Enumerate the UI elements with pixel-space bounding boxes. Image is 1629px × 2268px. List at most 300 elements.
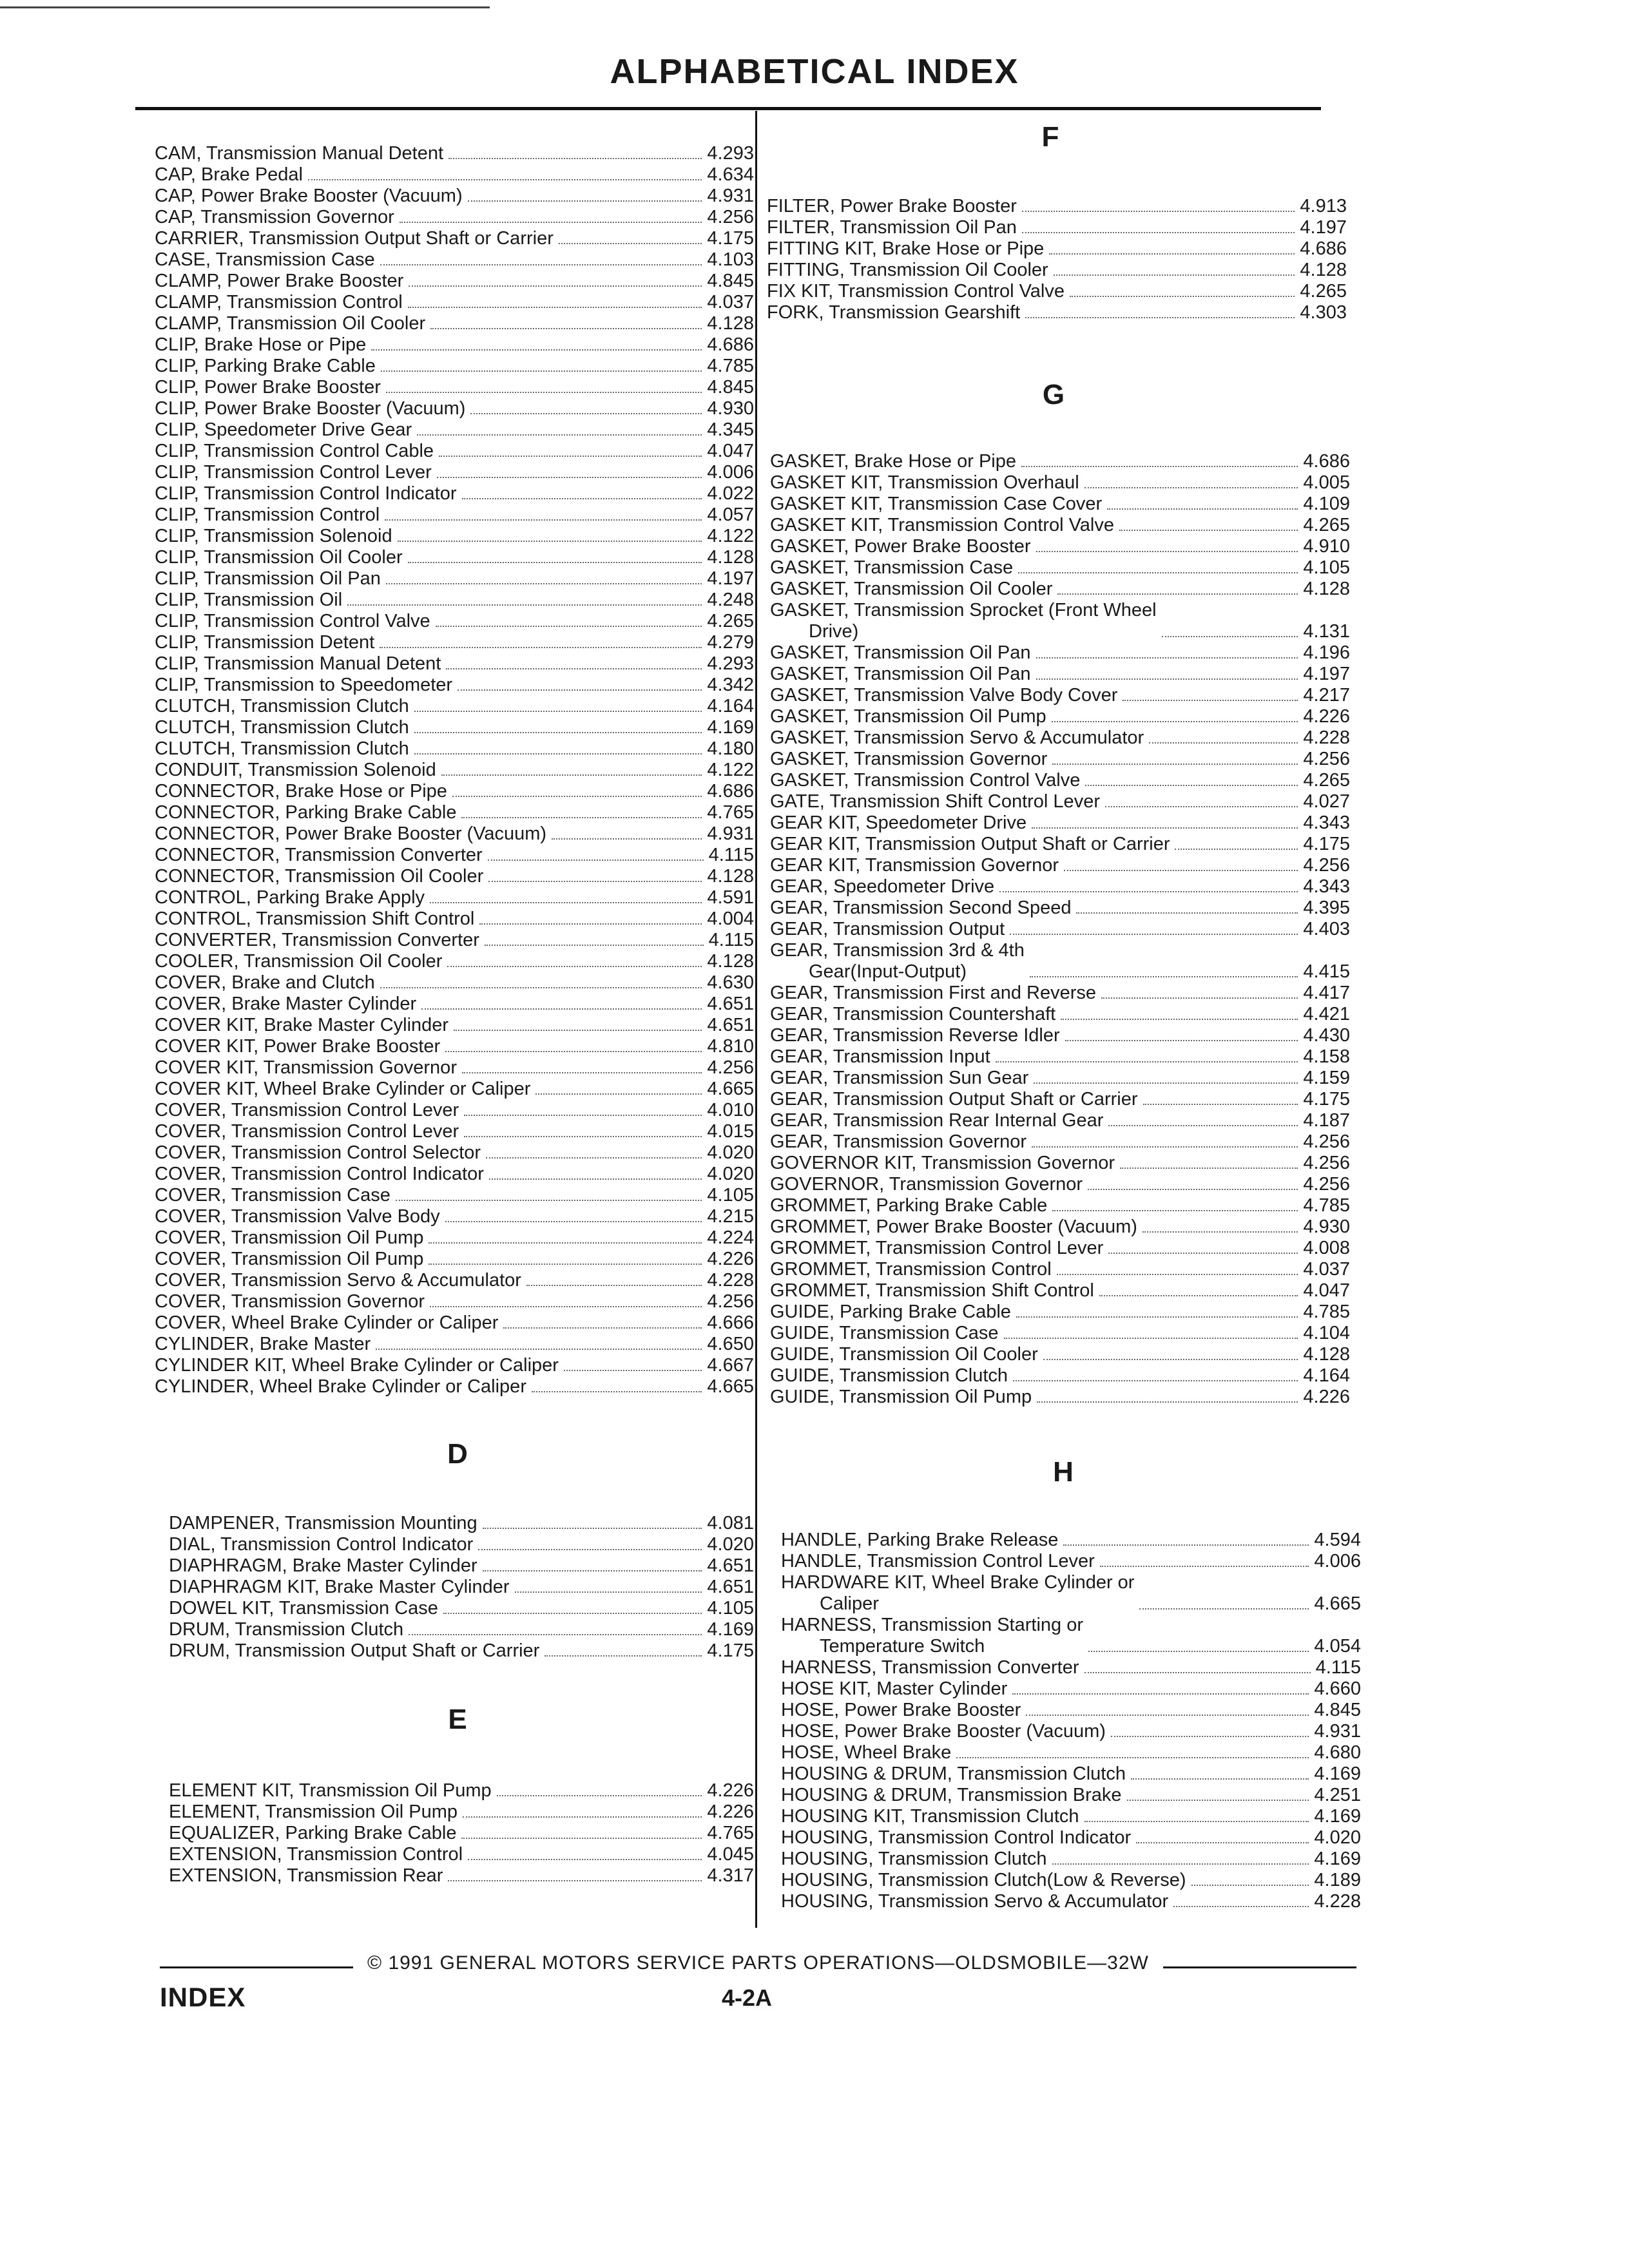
entry-page-number: 4.020	[1314, 1827, 1361, 1848]
dot-leader	[1084, 486, 1298, 488]
dot-leader	[1032, 1146, 1298, 1148]
dot-leader	[437, 476, 702, 478]
entry-page-number: 4.109	[1303, 494, 1350, 514]
dot-leader	[470, 412, 702, 414]
dot-leader	[1049, 253, 1295, 255]
index-entry	[155, 1291, 754, 1312]
index-entry	[155, 1312, 754, 1334]
index-entry	[155, 249, 754, 271]
index-entry	[767, 260, 1347, 281]
entry-label	[155, 186, 463, 207]
index-entry	[770, 876, 1350, 898]
entry-page-number: 4.020	[707, 1534, 754, 1555]
entry-label	[155, 866, 483, 887]
section-e-list	[169, 1780, 754, 1887]
entry-description: CYLINDER, Wheel Brake Cylinder or Caliper	[155, 1376, 526, 1397]
entry-description: GEAR, Transmission Output Shaft or Carrier	[770, 1089, 1138, 1110]
entry-description-continued: Gear(Input-Output)	[809, 961, 967, 982]
section-f-list	[767, 196, 1347, 323]
dot-leader	[1085, 784, 1298, 786]
entry-page-number: 4.256	[1303, 1131, 1350, 1152]
entry-label	[770, 706, 1046, 727]
dot-leader	[445, 1220, 702, 1222]
entry-description: HOUSING KIT, Transmission Clutch	[781, 1806, 1079, 1827]
entry-page-number: 4.913	[1300, 196, 1347, 216]
dot-leader	[1064, 869, 1298, 871]
entry-page-number: 4.417	[1303, 983, 1350, 1003]
dot-leader	[468, 1858, 702, 1860]
entry-page-number: 4.395	[1303, 898, 1350, 918]
index-entry	[169, 1619, 754, 1640]
entry-page-number: 4.845	[707, 377, 754, 398]
entry-page-number: 4.006	[1314, 1551, 1361, 1571]
entry-description: GASKET, Brake Hose or Pipe	[770, 451, 1016, 472]
dot-leader	[956, 1756, 1309, 1758]
index-entry	[169, 1640, 754, 1662]
entry-page-number: 4.265	[1300, 281, 1347, 302]
entry-label	[155, 419, 412, 441]
dot-leader	[1120, 1167, 1298, 1169]
index-entry	[781, 1678, 1361, 1700]
entry-page-number: 4.226	[707, 1780, 754, 1801]
entry-description: GEAR, Transmission Countershaft	[770, 1004, 1056, 1024]
entry-label	[155, 377, 381, 398]
entry-label	[169, 1619, 403, 1640]
index-entry	[770, 579, 1350, 600]
entry-page-number: 4.047	[707, 441, 754, 461]
entry-page-number: 4.169	[707, 717, 754, 738]
index-entry	[169, 1823, 754, 1844]
entry-page-number: 4.197	[1300, 217, 1347, 238]
dot-leader	[1084, 1671, 1311, 1673]
entry-label	[781, 1551, 1095, 1572]
entry-label	[770, 557, 1013, 579]
dot-leader	[1021, 465, 1298, 467]
entry-page-number: 4.187	[1303, 1110, 1350, 1131]
entry-description: HOSE, Power Brake Booster	[781, 1700, 1021, 1720]
dot-leader	[436, 625, 702, 627]
dot-leader	[1143, 1103, 1298, 1105]
index-entry	[155, 1206, 754, 1227]
entry-label	[781, 1806, 1079, 1827]
entry-description: GOVERNOR, Transmission Governor	[770, 1174, 1083, 1195]
entry-description: GEAR, Transmission 3rd & 4th	[770, 940, 1025, 961]
index-entry	[770, 1302, 1350, 1323]
dot-leader	[1063, 1544, 1309, 1546]
entry-label	[155, 951, 442, 972]
dot-leader	[1070, 295, 1295, 297]
entry-page-number: 4.115	[1315, 1657, 1361, 1678]
entry-label	[770, 1302, 1011, 1323]
entry-description: HOSE KIT, Master Cylinder	[781, 1678, 1008, 1699]
entry-description: GUIDE, Transmission Clutch	[770, 1365, 1008, 1386]
index-entry	[155, 845, 754, 866]
entry-description: CONTROL, Transmission Shift Control	[155, 908, 475, 929]
dot-leader	[1173, 1905, 1309, 1907]
entry-description: CAP, Brake Pedal	[155, 164, 303, 185]
entry-label	[155, 547, 403, 568]
dot-leader	[488, 859, 704, 861]
entry-label	[770, 1195, 1047, 1216]
dot-leader	[1101, 997, 1298, 999]
entry-page-number: 4.008	[1303, 1238, 1350, 1258]
index-entry	[155, 143, 754, 164]
entry-page-number: 4.665	[707, 1376, 754, 1397]
entry-description: CLIP, Transmission Control Valve	[155, 611, 430, 631]
dot-leader	[559, 242, 702, 244]
dot-leader	[398, 540, 702, 542]
entry-page-number: 4.845	[707, 271, 754, 291]
index-entry	[155, 972, 754, 994]
entry-page-number: 4.128	[707, 951, 754, 972]
entry-description: CAM, Transmission Manual Detent	[155, 143, 444, 164]
entry-label	[155, 1270, 521, 1291]
index-entry	[155, 590, 754, 611]
entry-page-number: 4.651	[707, 1015, 754, 1035]
entry-page-number: 4.128	[707, 547, 754, 568]
index-entry	[770, 749, 1350, 770]
entry-page-number: 4.785	[1303, 1195, 1350, 1216]
entry-label	[169, 1844, 463, 1865]
entry-description: GASKET, Transmission Control Valve	[770, 770, 1081, 791]
entry-page-number: 4.317	[707, 1865, 754, 1886]
dot-leader	[497, 1794, 702, 1796]
section-g-list	[770, 451, 1350, 1408]
entry-description: HARNESS, Transmission Converter	[781, 1657, 1079, 1678]
dot-leader	[1107, 508, 1298, 510]
entry-page-number: 4.015	[707, 1121, 754, 1142]
index-entry	[781, 1849, 1361, 1870]
entry-description: CONNECTOR, Power Brake Booster (Vacuum)	[155, 823, 547, 844]
dot-leader	[1025, 316, 1295, 318]
entry-page-number: 4.810	[707, 1036, 754, 1057]
entry-label	[155, 1079, 530, 1100]
dot-leader	[1043, 1358, 1298, 1360]
index-entry	[155, 930, 754, 951]
entry-description: GASKET, Transmission Oil Pan	[770, 664, 1031, 684]
dot-leader	[999, 890, 1298, 892]
entry-label	[155, 313, 425, 334]
entry-page-number: 4.251	[1314, 1785, 1361, 1805]
entry-description: GROMMET, Power Brake Booster (Vacuum)	[770, 1216, 1137, 1237]
entry-description: HOSE, Power Brake Booster (Vacuum)	[781, 1721, 1106, 1742]
entry-page-number: 4.010	[707, 1100, 754, 1120]
dot-leader	[532, 1390, 702, 1392]
index-entry	[770, 451, 1350, 472]
index-entry	[781, 1551, 1361, 1572]
index-entry	[155, 1270, 754, 1291]
index-entry	[155, 377, 754, 398]
entry-page-number: 4.226	[707, 1249, 754, 1269]
entry-page-number: 4.256	[707, 1057, 754, 1078]
entry-description: CLAMP, Transmission Control	[155, 292, 403, 312]
index-entry	[155, 1015, 754, 1036]
dot-leader	[452, 795, 702, 797]
index-entry	[770, 919, 1350, 940]
entry-label	[155, 334, 366, 356]
entry-description: CLIP, Transmission Control Cable	[155, 441, 434, 461]
dot-leader	[1030, 975, 1298, 977]
index-entry	[770, 494, 1350, 515]
entry-page-number: 4.765	[707, 1823, 754, 1843]
index-entry	[770, 940, 1350, 983]
entry-description: GASKET, Transmission Governor	[770, 749, 1048, 769]
entry-page-number: 4.169	[707, 1619, 754, 1640]
entry-label	[155, 823, 546, 845]
entry-label	[770, 1110, 1103, 1131]
entry-page-number: 4.931	[707, 186, 754, 206]
dot-leader	[545, 1655, 702, 1657]
entry-label	[155, 1206, 440, 1227]
entry-description: GASKET, Transmission Oil Pump	[770, 706, 1046, 727]
index-entry	[155, 164, 754, 186]
dot-leader	[429, 1242, 702, 1244]
entry-page-number: 4.128	[1303, 579, 1350, 599]
dot-leader	[439, 455, 702, 457]
index-entry	[770, 472, 1350, 494]
dot-leader	[417, 434, 702, 436]
entry-page-number: 4.020	[707, 1142, 754, 1163]
dot-leader	[485, 944, 704, 946]
entry-description: GEAR, Speedometer Drive	[770, 876, 995, 897]
entry-label	[767, 217, 1017, 238]
dot-leader	[1076, 912, 1298, 914]
entry-label	[155, 292, 403, 313]
entry-label	[770, 770, 1080, 791]
index-entry	[155, 186, 754, 207]
section-letter-d: D	[447, 1438, 468, 1470]
page-title: ALPHABETICAL INDEX	[610, 52, 1019, 91]
dot-leader	[1022, 210, 1295, 212]
entry-description: CARRIER, Transmission Output Shaft or Carrier	[155, 228, 554, 249]
index-entry	[155, 760, 754, 781]
title-rule	[135, 107, 1321, 110]
entry-description: DRUM, Transmission Clutch	[169, 1619, 404, 1640]
entry-description: COVER, Brake Master Cylinder	[155, 994, 417, 1014]
index-entry	[781, 1891, 1361, 1912]
dot-leader	[458, 689, 702, 691]
entry-page-number: 4.115	[708, 845, 754, 865]
entry-page-number: 4.415	[1303, 961, 1350, 982]
dot-leader	[1105, 805, 1298, 807]
entry-label	[155, 632, 374, 653]
entry-label	[155, 887, 425, 908]
entry-page-number: 4.765	[707, 802, 754, 823]
index-entry	[770, 1323, 1350, 1344]
entry-page-number: 4.591	[707, 887, 754, 908]
entry-page-number: 4.105	[707, 1185, 754, 1206]
entry-label	[770, 1089, 1138, 1110]
entry-description: DAMPENER, Transmission Mounting	[169, 1513, 477, 1533]
index-entry	[770, 642, 1350, 664]
dot-leader	[996, 1061, 1298, 1062]
entry-label	[770, 1025, 1060, 1046]
dot-leader	[1088, 1188, 1298, 1190]
dot-leader	[1108, 1252, 1298, 1254]
entry-label	[169, 1513, 477, 1534]
index-entry	[781, 1806, 1361, 1827]
dot-leader	[1036, 550, 1298, 552]
entry-label	[770, 600, 1157, 642]
index-entry	[770, 791, 1350, 812]
dot-leader	[1036, 657, 1298, 658]
entry-page-number: 4.651	[707, 994, 754, 1014]
entry-page-number: 4.910	[1303, 536, 1350, 557]
entry-page-number: 4.931	[707, 823, 754, 844]
entry-page-number: 4.342	[707, 675, 754, 695]
entry-page-number: 4.175	[1303, 834, 1350, 854]
entry-description: HANDLE, Parking Brake Release	[781, 1530, 1059, 1550]
dot-leader	[464, 1135, 702, 1137]
dot-leader	[463, 1816, 702, 1818]
dot-leader	[461, 816, 702, 818]
index-entry	[770, 664, 1350, 685]
entry-page-number: 4.686	[707, 781, 754, 802]
entry-label	[770, 1280, 1094, 1302]
entry-page-number: 4.256	[1303, 1153, 1350, 1173]
entry-label	[155, 207, 394, 228]
dot-leader	[408, 561, 702, 563]
index-entry	[781, 1700, 1361, 1721]
entry-page-number: 4.169	[1314, 1763, 1361, 1784]
entry-page-number: 4.665	[707, 1079, 754, 1099]
entry-page-number: 4.228	[1314, 1891, 1361, 1912]
entry-label	[770, 472, 1079, 494]
entry-label	[781, 1742, 951, 1763]
entry-page-number: 4.930	[1303, 1216, 1350, 1237]
index-entry	[770, 1216, 1350, 1238]
entry-page-number: 4.785	[707, 356, 754, 376]
dot-leader	[430, 901, 702, 903]
entry-description: GUIDE, Transmission Oil Cooler	[770, 1344, 1038, 1365]
index-entry	[770, 1238, 1350, 1259]
entry-label	[770, 749, 1047, 770]
section-letter-h: H	[1053, 1456, 1074, 1488]
entry-label	[155, 228, 554, 249]
entry-description: CONDUIT, Transmission Solenoid	[155, 760, 436, 780]
index-entry	[155, 1079, 754, 1100]
dot-leader	[1100, 1565, 1309, 1567]
entry-page-number: 4.169	[1314, 1806, 1361, 1827]
entry-label	[155, 1227, 423, 1249]
entry-label	[169, 1577, 510, 1598]
index-entry	[781, 1827, 1361, 1849]
entry-page-number: 4.686	[1303, 451, 1350, 472]
index-entry	[155, 1376, 754, 1398]
dot-leader	[385, 519, 702, 521]
index-entry	[155, 802, 754, 823]
entry-page-number: 4.045	[707, 1844, 754, 1865]
index-entry	[770, 770, 1350, 791]
index-entry	[770, 1174, 1350, 1195]
entry-page-number: 4.293	[707, 653, 754, 674]
index-entry	[770, 1089, 1350, 1110]
entry-description: CYLINDER, Brake Master	[155, 1334, 371, 1354]
entry-page-number: 4.105	[1303, 557, 1350, 578]
entry-description: HARNESS, Transmission Starting or	[781, 1615, 1083, 1635]
entry-description: CLIP, Transmission to Speedometer	[155, 675, 453, 695]
index-entry	[781, 1742, 1361, 1763]
entry-description: GUIDE, Transmission Case	[770, 1323, 999, 1343]
dot-leader	[1149, 742, 1298, 744]
entry-label	[155, 930, 479, 951]
entry-description: DIAPHRAGM KIT, Brake Master Cylinder	[169, 1577, 510, 1597]
index-entry	[770, 706, 1350, 727]
entry-label	[155, 845, 483, 866]
entry-label	[155, 1312, 498, 1334]
entry-description: COVER, Transmission Valve Body	[155, 1206, 440, 1227]
dot-leader	[483, 1570, 702, 1571]
entry-page-number: 4.343	[1303, 812, 1350, 833]
entry-description: COVER KIT, Power Brake Booster	[155, 1036, 441, 1057]
entry-page-number: 4.226	[707, 1802, 754, 1822]
dot-leader	[1088, 1650, 1309, 1652]
entry-description: CONVERTER, Transmission Converter	[155, 930, 479, 950]
entry-description: HARDWARE KIT, Wheel Brake Cylinder or	[781, 1572, 1135, 1593]
dot-leader	[414, 731, 702, 733]
entry-page-number: 4.665	[1314, 1593, 1361, 1614]
entry-page-number: 4.128	[1303, 1344, 1350, 1365]
entry-page-number: 4.128	[1300, 260, 1347, 280]
footer-rule-left	[160, 1966, 353, 1968]
entry-page-number: 4.164	[707, 696, 754, 716]
index-entry	[781, 1721, 1361, 1742]
entry-page-number: 4.081	[707, 1513, 754, 1533]
entry-description: CLIP, Transmission Control	[155, 505, 380, 525]
entry-label	[169, 1598, 438, 1619]
entry-page-number: 4.197	[1303, 664, 1350, 684]
dot-leader	[515, 1591, 702, 1593]
entry-description: CONTROL, Parking Brake Apply	[155, 887, 425, 908]
entry-description: COVER, Transmission Servo & Accumulator	[155, 1270, 521, 1291]
entry-page-number: 4.265	[1303, 770, 1350, 791]
index-entry	[767, 281, 1347, 302]
entry-label	[155, 1142, 481, 1164]
index-entry	[155, 568, 754, 590]
entry-page-number: 4.037	[707, 292, 754, 312]
section-letter-e: E	[448, 1704, 467, 1735]
index-entry	[155, 1057, 754, 1079]
index-entry	[169, 1844, 754, 1865]
entry-page-number: 4.630	[707, 972, 754, 993]
index-entry	[155, 611, 754, 632]
index-entry	[169, 1802, 754, 1823]
dot-leader	[1034, 1082, 1298, 1084]
index-entry	[770, 834, 1350, 855]
entry-label	[155, 271, 403, 292]
entry-description: CLUTCH, Transmission Clutch	[155, 738, 409, 759]
entry-description: EXTENSION, Transmission Rear	[169, 1865, 443, 1886]
dot-leader	[479, 923, 702, 925]
entry-page-number: 4.105	[707, 1598, 754, 1619]
index-entry	[770, 1153, 1350, 1174]
index-entry	[169, 1598, 754, 1619]
dot-leader	[483, 1527, 702, 1529]
dot-leader	[1111, 1735, 1309, 1737]
index-entry	[770, 1046, 1350, 1068]
dot-leader	[1057, 593, 1298, 595]
dot-leader	[400, 221, 702, 223]
index-entry	[770, 1387, 1350, 1408]
entry-description: GROMMET, Transmission Shift Control	[770, 1280, 1094, 1301]
entry-label	[155, 717, 409, 738]
entry-description: HOUSING, Transmission Servo & Accumulator	[781, 1891, 1169, 1912]
footer-copyright: © 1991 GENERAL MOTORS SERVICE PARTS OPERATIONS—OLDSMOBILE—32W	[367, 1952, 1149, 1974]
entry-label	[155, 1121, 459, 1142]
entry-label	[155, 653, 441, 675]
entry-label	[770, 1238, 1103, 1259]
index-entry	[770, 1004, 1350, 1025]
